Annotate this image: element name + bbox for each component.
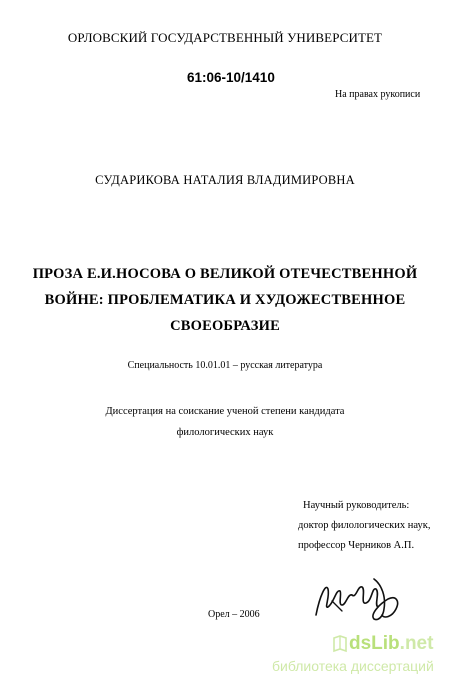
degree-line: Диссертация на соискание ученой степени кандидата: [105, 406, 345, 417]
book-icon: [332, 635, 348, 653]
manuscript-note: На правах рукописи: [335, 89, 421, 100]
dissertation-title: [0, 261, 450, 339]
author-name: СУДАРИКОВА НАТАЛИЯ ВЛАДИМИРОВНА: [95, 173, 355, 187]
watermark-brand: [349, 633, 433, 655]
watermark-subtitle: библиотека диссертаций: [272, 658, 434, 674]
scientific-advisor: [298, 496, 431, 556]
advisor-line: доктор филологических наук,: [298, 520, 431, 531]
degree-line: филологических наук: [176, 427, 274, 438]
catalog-code: 61:06-10/1410: [187, 70, 275, 85]
degree-statement: [0, 401, 450, 443]
advisor-line: профессор Черников А.П.: [298, 540, 415, 551]
signature-icon: [312, 575, 410, 625]
city-year: Орел – 2006: [208, 609, 260, 620]
title-line: ПРОЗА Е.И.НОСОВА О ВЕЛИКОЙ ОТЕЧЕСТВЕННОЙ: [32, 266, 418, 282]
specialty: Специальность 10.01.01 – русская литература: [127, 360, 323, 371]
watermark-brand-tld: .net: [399, 633, 434, 654]
title-line: ВОЙНЕ: ПРОБЛЕМАТИКА И ХУДОЖЕСТВЕННОЕ: [44, 292, 406, 308]
watermark-brand-name: dsLib: [349, 633, 400, 654]
watermark: [272, 633, 444, 677]
title-line: СВОЕОБРАЗИЕ: [170, 318, 280, 334]
advisor-line: Научный руководитель:: [303, 500, 410, 511]
university-name: ОРЛОВСКИЙ ГОСУДАРСТВЕННЫЙ УНИВЕРСИТЕТ: [67, 30, 383, 45]
